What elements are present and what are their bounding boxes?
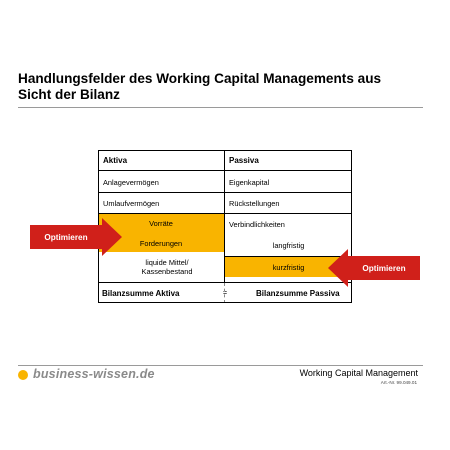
kurzfristig-cell: kurzfristig — [272, 262, 305, 272]
title-divider — [18, 107, 423, 108]
balance-sheet-table — [98, 150, 352, 303]
row-divider — [98, 192, 352, 193]
page-title: Handlungsfelder des Working Capital Managements aus Sicht der Bilanz — [18, 71, 382, 102]
umlaufvermoegen-cell: Umlaufvermögen — [103, 198, 160, 208]
eigenkapital-cell: Eigenkapital — [229, 177, 270, 187]
vorraete-cell: Vorräte — [149, 219, 173, 228]
sum-aktiva-cell: Bilanzsumme Aktiva — [102, 288, 180, 298]
column-divider — [224, 150, 225, 283]
verbindlichkeiten-cell: Verbindlichkeiten — [229, 219, 285, 229]
left-arrow-label: Optimieren — [44, 232, 88, 242]
langfristig-cell: langfristig — [272, 240, 305, 250]
aktiva-header: Aktiva — [103, 155, 128, 165]
passiva-header: Passiva — [229, 155, 259, 165]
header-divider — [98, 170, 352, 171]
rueckstellungen-cell: Rückstellungen — [229, 198, 280, 208]
right-arrow-label: Optimieren — [362, 263, 406, 273]
logo-dot-icon — [18, 370, 28, 380]
footer-divider — [18, 365, 423, 366]
article-number: Art.-Nr. 99.049.01 — [380, 380, 417, 385]
column-divider-sum — [224, 283, 225, 303]
sum-divider — [98, 282, 352, 283]
row-divider — [98, 213, 352, 214]
footer-title: Working Capital Management — [299, 368, 418, 378]
equals-sign: = — [222, 289, 228, 297]
anlagevermoegen-cell: Anlagevermögen — [103, 177, 159, 187]
logo: business-wissen.de — [33, 367, 155, 381]
sum-passiva-cell: Bilanzsumme Passiva — [256, 288, 340, 298]
liquide-mittel-cell: liquide Mittel/ Kassenbestand — [141, 258, 193, 276]
forderungen-cell: Forderungen — [139, 239, 183, 248]
